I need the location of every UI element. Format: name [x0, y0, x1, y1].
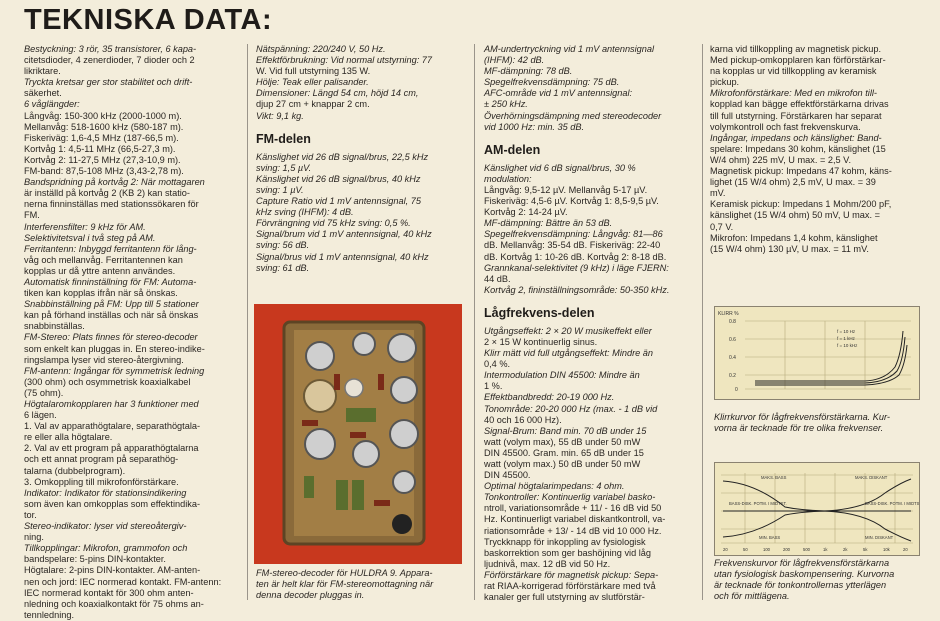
photo-caption [256, 568, 468, 601]
distortion-graph-caption [714, 412, 924, 434]
frequency-response-graph [714, 462, 920, 556]
text-line: FM-Stereo: Plats finnes för stereo-decoder [24, 332, 198, 343]
text-line: MF-dämpning: Bättre än 53 dB. [484, 218, 613, 229]
graph2-label: MAKS. BASS [761, 475, 787, 480]
text-line: watt (volym max), 55 dB under 50 mW [484, 436, 641, 447]
text-line: Tryckknapp för inkoppling av fysiologisk [484, 536, 646, 547]
graph2-xtick: 500 [803, 547, 810, 552]
graph2-label: BASS-DISK. POTM. I MIDTST. [865, 501, 919, 506]
column-general-specs [24, 44, 242, 621]
text-line: Bestyckning: 3 rör, 35 transistorer, 6 kapa- [24, 44, 197, 54]
text-line: som även kan omkopplas som effektindika- [24, 498, 201, 509]
text-line: Klirr mätt vid full utgångseffekt: Mindre än [484, 348, 654, 359]
text-line: 6 våglängder: [24, 99, 80, 110]
text-line: Nätspänning: 220/240 V, 50 Hz. [256, 44, 386, 54]
text-line: FM. [24, 210, 40, 221]
text-line: Spegelfrekvensdämpning: 75 dB. [484, 77, 620, 88]
text-line: kanaler ger full utstyrning av slutförstär- [484, 592, 645, 603]
am-section-heading: AM-delen [484, 142, 541, 157]
column-am-lf [484, 44, 696, 603]
text-line: ljudnivå, max. 12 dB vid 50 Hz. [484, 558, 611, 569]
text-line: Mellanvåg: 518-1600 kHz (580-187 m). [24, 121, 184, 132]
graph1-legend: f = 10 Hz [837, 329, 856, 334]
text-line: baskorrektion som ger bashöjning vid låg [484, 547, 651, 558]
text-line: Bandspridning på kortvåg 2: När mottagaren [24, 177, 205, 188]
text-line: och ett annat program på separathög- [24, 454, 179, 465]
text-line: Selektivitetsval i två steg på AM. [24, 232, 156, 243]
caption-line: är tecknade för tonkontrollernas ytterlägen [714, 580, 887, 591]
graph2-xtick: 20 [723, 547, 728, 552]
text-line: Fiskeriväg: 4,5-6 µV. Kortvåg 1: 8,5-9,5 µV. [484, 196, 659, 207]
text-line: 3. Omkoppling till mikrofonförstärkare. [24, 476, 179, 487]
frequency-graph-caption [714, 558, 924, 602]
text-line: karna vid tillkoppling av magnetisk pickup. [710, 44, 882, 54]
lf-section-heading: Lågfrekvens-delen [484, 305, 595, 320]
text-line: Förvrängning vid 75 kHz sving: 0,5 %. [256, 218, 411, 229]
graph1-ytick: 0 [735, 387, 738, 393]
text-line: Tillkopplingar: Mikrofon, grammofon och [24, 543, 188, 554]
text-line: nledning och koaxialkontakt för 75 ohms an- [24, 598, 204, 609]
graph2-label: MIN. DISKANT [865, 535, 894, 540]
text-line: Magnetisk pickup: Impedans 47 kohm, käns- [710, 166, 892, 177]
text-line: Intermodulation DIN 45500: Mindre än [484, 370, 640, 381]
caption-line: och för mittlägena. [714, 591, 790, 602]
graph1-legend: f = 1 kHz [837, 336, 855, 341]
text-line: (300 ohm) och osymmetrisk koaxialkabel [24, 376, 191, 387]
text-line: Högtalare: 2-pins DIN-kontakter. AM-anten- [24, 565, 201, 576]
text-line: 40 och 16 000 Hz). [484, 414, 562, 425]
text-line: nerna finninställas med stationssökaren för [24, 199, 199, 210]
graph1-ytick: 0.6 [729, 337, 736, 343]
text-line: ± 250 kHz. [484, 99, 528, 110]
graph2-xtick: 200 [783, 547, 790, 552]
graph2-label: BASS-DISK. POTM. I MIDTST. [729, 501, 787, 506]
text-line: DIN 45500. Gram. min. 65 dB under 15 [484, 447, 644, 458]
text-line: Optimal högtalarimpedans: 4 ohm. [484, 481, 625, 492]
graph1-ytick: 0.2 [729, 373, 736, 379]
text-line: Tonkontroller: Kontinuerlig variabel basko- [484, 492, 656, 503]
text-line: snabbinställas. [24, 321, 85, 332]
column-divider [474, 44, 475, 600]
text-line: 1 %. [484, 381, 503, 392]
text-line: är inställd på kortvåg 2 (KB 2) kan statio- [24, 188, 190, 199]
text-line: FM-antenn: Ingångar för symmetrisk ledning [24, 365, 205, 376]
page-title: TEKNISKA DATA: [24, 4, 273, 36]
text-line: sving: 61 dB. [256, 262, 310, 273]
text-line: citetsdioder, 4 zenerdioder, 7 dioder och 2 [24, 55, 195, 66]
caption-line: denna decoder pluggas in. [256, 590, 365, 601]
text-line: Högtalaromkopplaren har 3 funktioner med [24, 399, 199, 409]
text-line: tennledning. [24, 609, 75, 620]
text-line: Kortvåg 2: 11-27,5 MHz (27,3-10,9 m). [24, 154, 181, 165]
text-line: modulation: [484, 173, 532, 184]
caption-line: vorna är tecknade för tre olika frekvenser. [714, 423, 884, 434]
text-line: Capture Ratio vid 1 mV antennsignal, 75 [256, 196, 421, 207]
graph2-xtick: 50 [743, 547, 748, 552]
text-line: na kopplas ur vid tillkoppling av keramisk [710, 66, 877, 77]
text-line: säkerhet. [24, 88, 62, 99]
text-line: Ingångar, impedans och känslighet: Band- [710, 132, 882, 143]
text-line: Snabbinställning på FM: Upp till 5 stationer [24, 299, 199, 310]
text-line: kHz sving (IHFM): 4 dB. [256, 207, 354, 218]
text-line: Kortvåg 2: 14-24 µV. [484, 207, 568, 218]
text-line: Hz. Kontinuerligt variabel diskantkontroll, va- [484, 514, 666, 525]
text-line: Vikt: 9,1 kg. [256, 110, 304, 121]
text-line: 2 × 15 W kontinuerlig sinus. [484, 336, 598, 347]
text-line: (IHFM): 42 dB. [484, 55, 545, 66]
graph2-xtick: 100 [763, 547, 770, 552]
text-line: Indikator: Indikator för stationsindikering [24, 487, 187, 498]
text-line: till full utstyrning. Förstärkaren har separat [710, 110, 882, 121]
graph2-xtick: 20 [903, 547, 908, 552]
text-line: IEC normerad kontakt för 300 ohm anten- [24, 587, 194, 598]
caption-line: Klirrkurvor för lågfrekvensförstärkarna. Kur- [714, 412, 890, 422]
text-line: Dimensioner: Längd 54 cm, höjd 14 cm, [256, 88, 419, 99]
text-line: Tryckta kretsar ger stor stabilitet och drift- [24, 77, 193, 88]
text-line: ringslampa lyser vid stereo-återgivning. [24, 354, 184, 365]
text-line: Överhörningsdämpning med stereodecoder [484, 110, 662, 121]
graph2-xtick: 5k [863, 547, 868, 552]
text-line: våg och mellanvåg. Ferritantennen kan [24, 254, 183, 265]
caption-line: utan fysiologisk baskompensering. Kurvorna [714, 569, 895, 580]
graph2-xtick: 1k [823, 547, 828, 552]
text-line: Effektförbrukning: Vid normal utstyrning: 77 [256, 55, 433, 66]
text-line: nen och jord: IEC normerad kontakt. FM-antenn: [24, 576, 222, 587]
text-line: Mikrofon: Impedans 1,4 kohm, känslighet [710, 232, 878, 243]
text-line: Fiskeriväg: 1,6-4,5 MHz (187-66,5 m). [24, 132, 179, 143]
distortion-graph [714, 306, 920, 400]
text-line: kopplad kan bägge effektförstärkarna drivas [710, 99, 889, 110]
column-divider [247, 44, 248, 600]
text-line: tiken kan kopplas ifrån när så önskas. [24, 288, 178, 299]
text-line: W/4 ohm) 225 mV, U max. = 2,5 V. [710, 154, 852, 165]
text-line: 0,4 %. [484, 359, 511, 370]
text-line: dB. Kortvåg 1: 10-26 dB. Kortvåg 2: 8-18 dB. [484, 251, 667, 262]
text-line: riationsområde + 13/ - 14 dB vid 10 000 Hz. [484, 525, 662, 536]
text-line: Känslighet vid 6 dB signal/brus, 30 % [484, 162, 636, 173]
graph2-label: MAKS. DISKANT [855, 475, 888, 480]
text-line: lighet (15 W/4 ohm) 2,5 mV, U max. = 39 [710, 177, 876, 188]
text-line: ning. [24, 532, 44, 543]
text-line: FM-band: 87,5-108 MHz (3,43-2,78 m). [24, 166, 184, 177]
text-line: djup 27 cm + knappar 2 cm. [256, 99, 370, 110]
text-line: (15 W/4 ohm) 130 µV, U max. = 11 mV. [710, 243, 869, 254]
text-line: MF-dämpning: 78 dB. [484, 66, 573, 77]
text-line: Grannkanal-selektivitet (9 kHz) i läge FJERN: [484, 262, 669, 273]
graph2-label: MIN. BASS [759, 535, 781, 540]
text-line: Mikrofonförstärkare: Med en mikrofon till- [710, 88, 877, 99]
caption-line: Frekvenskurvor för lågfrekvensförstärkarna [714, 558, 890, 568]
text-line: (75 ohm). [24, 387, 64, 398]
text-line: Signal-Brum: Band min. 70 dB under 15 [484, 425, 647, 436]
text-line: Utgångseffekt: 2 × 20 W musikeffekt eller [484, 325, 652, 336]
text-line: bandspelare: 5-pins DIN-kontakter. [24, 554, 166, 565]
text-line: 2. Val av ett program på apparathögtalarna [24, 443, 199, 454]
text-line: vid 1000 Hz: min. 35 dB. [484, 121, 585, 132]
text-line: känslighet (15 W/4 ohm) 50 mV, U max. = [710, 210, 880, 221]
text-line: sving: 1,5 µV. [256, 162, 312, 173]
text-line: Effektbandbredd: 20-19 000 Hz. [484, 392, 615, 403]
text-line: rat RIAA-korrigerad förförstärkare med två [484, 581, 656, 592]
text-line: kan på förhand inställas och när så önskas [24, 310, 199, 321]
text-line: sving: 1 µV. [256, 184, 304, 195]
caption-line: ten är helt klar för FM-stereomottagning när [256, 579, 434, 590]
text-line: kopplas ur då yttre antenn användes. [24, 265, 176, 276]
text-line: Interferensfilter: 9 kHz för AM. [24, 221, 146, 232]
text-line: Tonområde: 20-20 000 Hz (max. - 1 dB vid [484, 403, 658, 414]
text-line: 0,7 V. [710, 221, 734, 232]
text-line: Signal/brus vid 1 mV antennsignal, 40 kHz [256, 251, 429, 262]
graph1-ylabel: KLIRR % [718, 311, 739, 317]
text-line: Känslighet vid 26 dB signal/brus, 40 kHz [256, 173, 421, 184]
text-line: re eller alla högtalare. [24, 432, 113, 443]
text-line: Spegelfrekvensdämpning: Långvåg: 81—86 [484, 229, 663, 240]
column-power-fm [256, 44, 468, 274]
text-line: watt (volym max.) 50 dB under 50 mW [484, 459, 641, 469]
decoder-board-photo [254, 304, 462, 564]
graph1-ytick: 0.4 [729, 355, 736, 361]
text-line: W. Vid full utstyrning 135 W. [256, 66, 371, 77]
graph2-xtick: 2k [843, 547, 848, 552]
text-line: 1. Val av apparathögtalare, separathögtala- [24, 421, 201, 432]
text-line: pickup. [710, 77, 740, 88]
column-inputs [710, 44, 922, 255]
text-line: Signal/brum vid 1 mV antennsignal, 40 kHz [256, 229, 432, 240]
text-line: som enkelt kan pluggas in. En stereo-indike- [24, 343, 205, 354]
text-line: Långvåg: 150-300 kHz (2000-1000 m). [24, 110, 182, 121]
text-line: Ferritantenn: Inbyggd ferritantenn för lång- [24, 243, 197, 254]
text-line: Känslighet vid 26 dB signal/brus, 22,5 kHz [256, 151, 429, 162]
text-line: volymkontroll och fast frekvenskurva. [710, 121, 861, 132]
text-line: DIN 45500. [484, 470, 531, 481]
graph2-xtick: 10k [883, 547, 890, 552]
text-line: AFC-område vid 1 mV antennsignal: [484, 88, 633, 99]
text-line: Stereo-indikator: lyser vid stereoåtergiv- [24, 521, 187, 532]
circuit-board-illustration [254, 304, 462, 564]
fm-section-heading: FM-delen [256, 131, 311, 146]
text-line: Med pickup-omkopplaren kan förförstärkar- [710, 55, 886, 66]
text-line: likriktare. [24, 66, 61, 77]
caption-line: FM-stereo-decoder för HULDRA 9. Appara- [256, 568, 433, 578]
column-divider [702, 44, 703, 600]
text-line: tor. [24, 509, 37, 520]
text-line: Långvåg: 9,5-12 µV. Mellanvåg 5-17 µV. [484, 184, 648, 195]
text-line: talarna (dubbelprogram). [24, 465, 126, 476]
text-line: spelare: Impedans 30 kohm, känslighet (15 [710, 143, 886, 154]
text-line: Keramisk pickup: Impedans 1 Mohm/200 pF, [710, 199, 892, 210]
text-line: Kortvåg 1: 4,5-11 MHz (66,5-27,3 m). [24, 143, 176, 154]
graph1-ytick: 0.8 [729, 319, 736, 325]
text-line: dB. Mellanvåg: 35-54 dB. Fiskeriväg: 22-40 [484, 240, 661, 251]
text-line: Förförstärkare för magnetisk pickup: Sepa- [484, 569, 659, 580]
text-line: Automatisk finninställning för FM: Automa- [24, 276, 197, 287]
text-line: mV. [710, 188, 726, 199]
graph1-legend: f = 10 kHz [837, 343, 858, 348]
text-line: Kortvåg 2, fininställningsområde: 50-350 kHz. [484, 284, 670, 295]
text-line: 6 lägen. [24, 410, 57, 421]
text-line: 44 dB. [484, 273, 511, 284]
text-line: sving: 56 dB. [256, 240, 310, 251]
text-line: ntroll, variationsområde + 11/ - 16 dB vid 50 [484, 503, 662, 514]
text-line: AM-undertryckning vid 1 mV antennsignal [484, 44, 655, 54]
text-line: Hölje: Teak eller palisander. [256, 77, 369, 88]
